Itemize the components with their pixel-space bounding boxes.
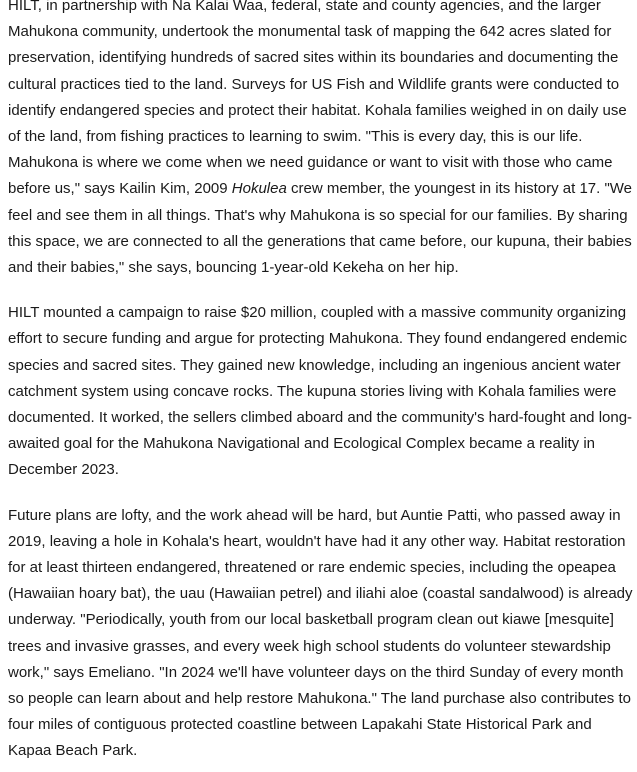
paragraph-campaign — [8, 300, 637, 483]
paragraph-text: Future plans are lofty, and the work ahead will be hard, but Auntie Patti, who passed away in 2019, leaving a hole in Kohala's heart, wouldn't have had it any other way. Habitat restoration for at least thirteen endangered, threatened or rare endemic species, including the opeapea (Hawaiian hoary bat), the uau (Hawaiian petrel) and iliahi aloe (coastal sandalwood) is already underway. "Periodically, youth from our local basketball program clean out kiawe [mesquite] trees and invasive grasses, and every week high school students do volunteer stewardship work," says Emeliano. "In 2024 we'll have volunteer days on the third Sunday of every month so people can learn about and help restore Mahukona." The land purchase also contributes to four miles of contiguous protected coastline between Lapakahi State Historical Park and Kapaa Beach Park. — [8, 506, 633, 760]
vessel-name-italic: Hokulea — [231, 180, 287, 198]
paragraph-text: crew member, the youngest in its history at 17. "We feel and see them in all things. That's why Mahukona is so special for our families. By sharing this space, we are connected to all the generations that came before, our kupuna, their babies and their babies," she says, bouncing 1-year-old Kekeha on her hip. — [8, 180, 633, 277]
paragraph-mapping-project — [8, 0, 637, 281]
paragraph-text: HILT mounted a campaign to raise $20 million, coupled with a massive community organizing effort to secure funding and argue for protecting Mahukona. They found endangered endemic species and sacred sites. They gained new knowledge, including an ingenious ancient water catchment system using concave rocks. The kupuna stories living with Kohala families were documented. It worked, the sellers climbed aboard and the community's hard-fought and long-awaited goal for the Mahukona Navigational and Ecological Complex became a reality in December 2023. — [8, 304, 633, 479]
paragraph-text: HILT, in partnership with Na Kalai Waa, federal, state and county agencies, and the larger Mahukona community, undertook the monumental task of mapping the 642 acres slated for preservation, identifying hundreds of sacred sites within its boundaries and documenting the cultural practices tied to the land. Surveys for US Fish and Wildlife grants were conducted to identify endangered species and protect their habitat. Kohala families weighed in on daily use of the land, from fishing practices to learning to swim. "This is every day, this is our life. Mahukona is where we come when we need guidance or want to visit with those who came before us," says Kailin Kim, 2009 — [8, 0, 627, 198]
paragraph-future-plans — [8, 503, 637, 765]
